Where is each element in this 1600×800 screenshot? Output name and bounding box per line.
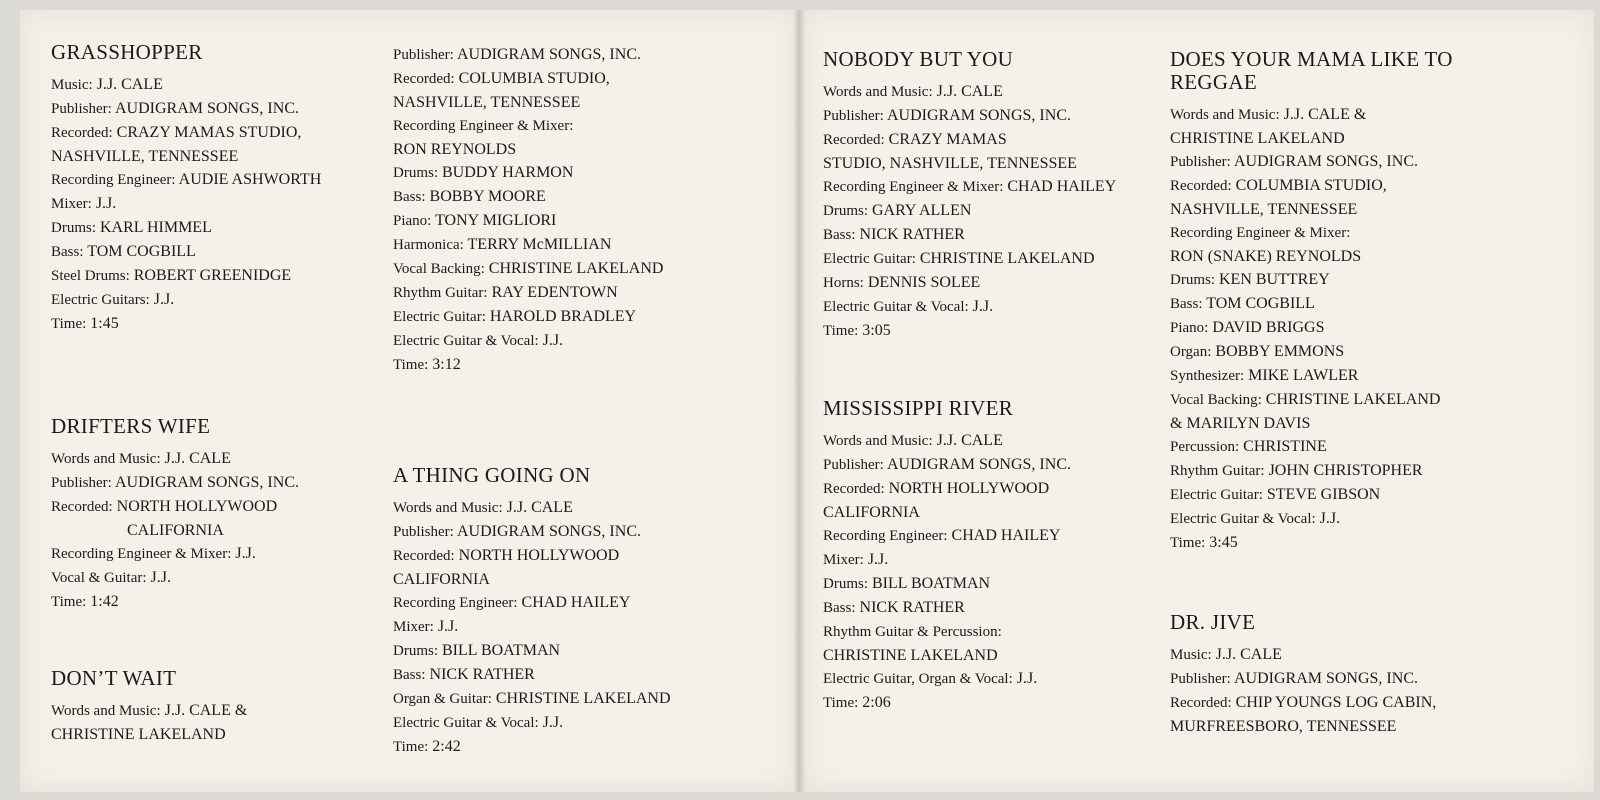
credit-line	[1170, 507, 1530, 531]
credit-line	[1170, 667, 1530, 691]
credit-label: Mixer:	[51, 196, 92, 212]
credit-line	[1170, 268, 1530, 292]
right-column-1	[823, 48, 1183, 788]
credit-line	[823, 223, 1183, 247]
track-grasshopper	[51, 41, 411, 336]
credit-value: BILL BOATMAN	[442, 642, 561, 659]
credit-label: Bass:	[823, 227, 856, 243]
credit-value: CHRISTINE	[1243, 438, 1327, 455]
credit-line	[1170, 412, 1530, 435]
credit-value: J.J.	[150, 569, 171, 586]
credit-label: Words and Music:	[1170, 107, 1280, 123]
credit-label: Recorded:	[393, 71, 455, 87]
credit-label: Synthesizer:	[1170, 368, 1245, 384]
credit-label: Piano:	[393, 213, 432, 229]
credit-label: Mixer:	[393, 619, 434, 635]
credit-line	[823, 247, 1183, 271]
credit-value: CALIFORNIA	[127, 522, 224, 539]
credit-value: CHAD HAILEY	[521, 594, 631, 611]
credit-label: Publisher:	[51, 475, 112, 491]
credit-label: Recorded:	[1170, 178, 1232, 194]
credit-value: J.J.	[542, 714, 564, 731]
track-title: A THING GOING ON	[393, 463, 591, 487]
credit-line	[393, 185, 753, 209]
credit-label: Vocal & Guitar:	[51, 570, 147, 586]
credit-label: Electric Guitar & Vocal:	[393, 333, 539, 349]
credit-label: Time:	[51, 316, 87, 332]
credit-value: 1:45	[90, 315, 119, 332]
credit-label: Recording Engineer & Mixer:	[823, 179, 1004, 195]
track-continued	[393, 43, 753, 377]
credit-value: CHRISTINE LAKELAND	[488, 260, 664, 277]
credit-value: BOBBY MOORE	[429, 188, 546, 205]
credit-value: AUDIGRAM SONGS, INC.	[1233, 670, 1418, 687]
credit-line	[51, 519, 411, 542]
track-title: GRASSHOPPER	[51, 40, 203, 64]
track-title: DON’T WAIT	[51, 666, 177, 690]
credit-label: Drums:	[51, 220, 96, 236]
credit-line	[393, 568, 753, 591]
credit-label: Electric Guitar & Vocal:	[1170, 511, 1316, 527]
credit-line	[1170, 691, 1530, 715]
credit-label: Publisher:	[393, 47, 454, 63]
credit-value: CHRISTINE LAKELAND	[1170, 130, 1345, 147]
credit-line	[1170, 340, 1530, 364]
credit-line	[1170, 715, 1530, 738]
credit-line	[51, 145, 411, 168]
credit-line	[823, 199, 1183, 223]
credit-label: Time:	[823, 695, 859, 711]
credit-value: AUDIGRAM SONGS, INC.	[114, 100, 299, 117]
credit-value: 2:06	[862, 694, 891, 711]
booklet-spine	[794, 10, 806, 792]
credit-line	[393, 353, 753, 377]
credit-label: Drums:	[393, 643, 438, 659]
credit-value: TONY MIGLIORI	[435, 212, 557, 229]
credit-value: CALIFORNIA	[823, 504, 920, 521]
credit-line	[823, 271, 1183, 295]
credit-value: KEN BUTTREY	[1219, 271, 1330, 288]
credit-value: CHRISTINE LAKELAND	[51, 726, 226, 743]
credit-line	[51, 216, 411, 240]
credit-line	[823, 319, 1183, 343]
credit-line	[823, 501, 1183, 524]
credit-value: BILL BOATMAN	[872, 575, 991, 592]
credit-line	[393, 281, 753, 305]
credit-value: NORTH HOLLYWOOD	[888, 480, 1050, 497]
credit-value: 3:45	[1209, 534, 1238, 551]
track-nobody-but-you	[823, 48, 1183, 343]
credit-line	[823, 548, 1183, 572]
track-dont-wait	[51, 667, 411, 746]
credit-label: Recording Engineer:	[823, 528, 948, 544]
credit-value: 3:12	[432, 356, 461, 373]
credit-label: Horns:	[823, 275, 864, 291]
credit-label: Recorded:	[823, 132, 885, 148]
credit-label: Electric Guitar:	[1170, 487, 1263, 503]
credit-line	[393, 496, 753, 520]
credit-value: AUDIGRAM SONGS, INC.	[114, 474, 299, 491]
credit-value: HAROLD BRADLEY	[489, 308, 637, 325]
track-title: NOBODY BUT YOU	[823, 47, 1014, 71]
credit-label: Vocal Backing:	[1170, 392, 1262, 408]
credit-line	[393, 114, 753, 138]
credit-label: Organ:	[1170, 344, 1212, 360]
credit-label: Recording Engineer & Mixer:	[393, 118, 574, 134]
credit-line	[393, 209, 753, 233]
track-title: DOES YOUR MAMA LIKE TO REGGAE	[1170, 47, 1453, 94]
credit-label: Electric Guitar & Vocal:	[823, 299, 969, 315]
credit-line	[51, 97, 411, 121]
credit-value: 1:42	[90, 593, 119, 610]
credit-line	[393, 663, 753, 687]
credit-value: STUDIO, NASHVILLE, TENNESSEE	[823, 155, 1077, 172]
credit-value: MIKE LAWLER	[1248, 367, 1359, 384]
credit-line	[51, 121, 411, 145]
credit-label: Time:	[393, 357, 429, 373]
credit-label: Electric Guitar:	[823, 251, 916, 267]
credit-label: Recorded:	[393, 548, 455, 564]
credit-value: CRAZY MAMAS	[888, 131, 1007, 148]
credit-line	[393, 329, 753, 353]
credit-line	[393, 520, 753, 544]
credit-label: Recorded:	[51, 125, 113, 141]
credit-value: DENNIS SOLEE	[867, 274, 981, 291]
credit-label: Bass:	[1170, 296, 1203, 312]
credit-value: AUDIGRAM SONGS, INC.	[886, 107, 1071, 124]
credit-line	[1170, 150, 1530, 174]
credit-line	[1170, 316, 1530, 340]
credit-line	[393, 233, 753, 257]
credit-label: Publisher:	[1170, 671, 1231, 687]
credit-label: Recorded:	[1170, 695, 1232, 711]
credit-value: AUDIE ASHWORTH	[178, 171, 322, 188]
credit-value: TOM COGBILL	[87, 243, 196, 260]
credit-value: J.J.	[972, 298, 994, 315]
credit-value: CALIFORNIA	[393, 571, 490, 588]
credit-line	[823, 644, 1183, 667]
credit-value: CHAD HAILEY	[1007, 178, 1117, 195]
credit-value: J.J.	[437, 618, 459, 635]
credit-label: Electric Guitar:	[393, 309, 486, 325]
credit-value: 2:42	[432, 738, 461, 755]
credit-label: Rhythm Guitar:	[393, 285, 488, 301]
credit-value: J.J.	[153, 291, 175, 308]
credit-label: Publisher:	[823, 457, 884, 473]
track-mississippi-river	[823, 397, 1183, 715]
credit-value: CHRISTINE LAKELAND	[823, 647, 998, 664]
credit-line	[393, 591, 753, 615]
credit-value: TOM COGBILL	[1206, 295, 1315, 312]
credit-value: STEVE GIBSON	[1266, 486, 1381, 503]
credit-value: RAY EDENTOWN	[491, 284, 618, 301]
left-column-1	[51, 41, 411, 781]
credit-label: Words and Music:	[51, 451, 161, 467]
credit-line	[823, 152, 1183, 175]
credit-line	[51, 312, 411, 336]
credit-value: AUDIGRAM SONGS, INC.	[456, 523, 641, 540]
credit-label: Words and Music:	[823, 84, 933, 100]
credit-value: J.J.	[95, 195, 117, 212]
credit-line	[1170, 388, 1530, 412]
credit-label: Piano:	[1170, 320, 1209, 336]
credit-value: AUDIGRAM SONGS, INC.	[886, 456, 1071, 473]
credit-label: Recorded:	[51, 499, 113, 515]
credit-line	[393, 138, 753, 161]
credit-line	[51, 168, 411, 192]
credit-line	[393, 735, 753, 759]
credit-value: CHRISTINE LAKELAND	[495, 690, 671, 707]
credit-value: GARY ALLEN	[872, 202, 972, 219]
credit-label: Drums:	[1170, 272, 1215, 288]
credit-label: Electric Guitars:	[51, 292, 150, 308]
credit-line	[393, 43, 753, 67]
credit-line	[1170, 483, 1530, 507]
credit-line	[823, 572, 1183, 596]
credit-value: J.J. CALE	[506, 499, 573, 516]
credit-line	[393, 305, 753, 329]
credit-value: CHRISTINE LAKELAND	[1265, 391, 1441, 408]
credit-value: RON (SNAKE) REYNOLDS	[1170, 248, 1362, 265]
credit-value: NASHVILLE, TENNESSEE	[393, 94, 581, 111]
credit-value: J.J. CALE	[1215, 646, 1282, 663]
credit-line	[393, 91, 753, 114]
credit-line	[823, 104, 1183, 128]
credit-label: Drums:	[823, 203, 868, 219]
credit-line	[823, 620, 1183, 644]
credit-label: Time:	[823, 323, 859, 339]
credit-value: NORTH HOLLYWOOD	[458, 547, 620, 564]
credit-value: J.J. CALE	[936, 432, 1003, 449]
credit-line	[823, 691, 1183, 715]
credit-line	[1170, 364, 1530, 388]
credit-line	[393, 615, 753, 639]
credit-label: Harmonica:	[393, 237, 464, 253]
credit-label: Publisher:	[393, 524, 454, 540]
track-drifters-wife	[51, 415, 411, 614]
credit-label: Mixer:	[823, 552, 864, 568]
credit-value: J.J. CALE	[96, 76, 163, 93]
track-title: DR. JIVE	[1170, 610, 1256, 634]
credit-line	[51, 542, 411, 566]
credit-value: 3:05	[862, 322, 891, 339]
credit-value: AUDIGRAM SONGS, INC.	[456, 46, 641, 63]
credit-line	[51, 723, 411, 746]
credit-line	[1170, 435, 1530, 459]
credit-label: Percussion:	[1170, 439, 1240, 455]
credit-value: CHIP YOUNGS LOG CABIN,	[1235, 694, 1437, 711]
credit-line	[823, 453, 1183, 477]
credit-label: Bass:	[823, 600, 856, 616]
credit-value: NORTH HOLLYWOOD	[116, 498, 278, 515]
credit-label: Drums:	[393, 165, 438, 181]
credit-label: Time:	[51, 594, 87, 610]
credit-label: Recorded:	[823, 481, 885, 497]
credit-line	[1170, 221, 1530, 245]
credit-line	[1170, 459, 1530, 483]
credit-value: KARL HIMMEL	[100, 219, 212, 236]
credit-value: BOBBY EMMONS	[1215, 343, 1345, 360]
right-column-2	[1170, 48, 1530, 788]
credit-line	[393, 544, 753, 568]
credit-label: Words and Music:	[393, 500, 503, 516]
credit-line	[393, 639, 753, 663]
credit-value: J.J. CALE	[164, 450, 231, 467]
credit-label: Music:	[51, 77, 93, 93]
track-title: MISSISSIPPI RIVER	[823, 396, 1014, 420]
credit-label: Recording Engineer & Mixer:	[1170, 225, 1351, 241]
credit-value: TERRY McMILLIAN	[467, 236, 612, 253]
credit-value: NICK RATHER	[429, 666, 535, 683]
credit-label: Bass:	[51, 244, 84, 260]
credit-line	[1170, 292, 1530, 316]
credit-label: Rhythm Guitar:	[1170, 463, 1265, 479]
credit-line	[51, 566, 411, 590]
credit-line	[51, 495, 411, 519]
credit-line	[51, 590, 411, 614]
credit-line	[823, 524, 1183, 548]
credit-value: CHAD HAILEY	[951, 527, 1061, 544]
credit-label: Time:	[1170, 535, 1206, 551]
credit-line	[1170, 198, 1530, 221]
credit-label: Publisher:	[51, 101, 112, 117]
credit-line	[1170, 103, 1530, 127]
credit-value: NASHVILLE, TENNESSEE	[1170, 201, 1358, 218]
credit-value: AUDIGRAM SONGS, INC.	[1233, 153, 1418, 170]
credit-line	[393, 67, 753, 91]
track-dr-jive	[1170, 611, 1530, 738]
credit-value: NICK RATHER	[859, 599, 965, 616]
track-title: DRIFTERS WIFE	[51, 414, 211, 438]
credit-value: JOHN CHRISTOPHER	[1268, 462, 1423, 479]
credit-line	[823, 175, 1183, 199]
credit-label: Bass:	[393, 667, 426, 683]
left-column-2	[393, 43, 753, 783]
credit-value: J.J.	[867, 551, 889, 568]
credit-line	[823, 80, 1183, 104]
credit-line	[51, 264, 411, 288]
credit-label: Words and Music:	[51, 703, 161, 719]
credit-line	[1170, 531, 1530, 555]
credit-line	[823, 667, 1183, 691]
credit-line	[51, 73, 411, 97]
credit-value: J.J.	[542, 332, 564, 349]
credit-line	[1170, 174, 1530, 198]
credit-value: J.J. CALE &	[1283, 106, 1367, 123]
credit-line	[1170, 643, 1530, 667]
credit-value: MURFREESBORO, TENNESSEE	[1170, 718, 1397, 735]
credit-value: NASHVILLE, TENNESSEE	[51, 148, 239, 165]
credit-label: Rhythm Guitar & Percussion:	[823, 624, 1002, 640]
credit-line	[393, 711, 753, 735]
credit-value: DAVID BRIGGS	[1212, 319, 1325, 336]
credit-label: Words and Music:	[823, 433, 933, 449]
credit-value: J.J. CALE	[936, 83, 1003, 100]
credit-label: Recording Engineer:	[51, 172, 176, 188]
credit-value: J.J.	[235, 545, 256, 562]
credit-line	[823, 128, 1183, 152]
credit-label: Drums:	[823, 576, 868, 592]
credit-value: RON REYNOLDS	[393, 141, 517, 158]
credit-line	[51, 240, 411, 264]
credit-value: COLUMBIA STUDIO,	[458, 70, 610, 87]
credit-value: J.J.	[1319, 510, 1341, 527]
credit-line	[393, 161, 753, 185]
credit-value: CRAZY MAMAS STUDIO,	[116, 124, 302, 141]
credit-line	[1170, 127, 1530, 150]
track-a-thing-going-on	[393, 464, 753, 759]
credit-line	[51, 192, 411, 216]
credit-value: J.J. CALE &	[164, 702, 248, 719]
credit-value: NICK RATHER	[859, 226, 965, 243]
credit-value: BUDDY HARMON	[442, 164, 574, 181]
credit-label: Bass:	[393, 189, 426, 205]
credit-line	[51, 699, 411, 723]
credit-label: Steel Drums:	[51, 268, 130, 284]
credit-value: ROBERT GREENIDGE	[133, 267, 292, 284]
credit-line	[51, 288, 411, 312]
track-does-your-mama-like-to-reggae	[1170, 48, 1530, 555]
credit-line	[393, 257, 753, 281]
credit-label: Electric Guitar, Organ & Vocal:	[823, 671, 1013, 687]
credit-line	[1170, 245, 1530, 268]
credit-label: Organ & Guitar:	[393, 691, 492, 707]
credit-label: Time:	[393, 739, 429, 755]
credit-label: Publisher:	[823, 108, 884, 124]
credit-value: COLUMBIA STUDIO,	[1235, 177, 1387, 194]
credit-line	[823, 477, 1183, 501]
credit-line	[393, 687, 753, 711]
credit-label: Recording Engineer & Mixer:	[51, 546, 232, 562]
credit-label: Music:	[1170, 647, 1212, 663]
credit-label: Recording Engineer:	[393, 595, 518, 611]
credit-label: Electric Guitar & Vocal:	[393, 715, 539, 731]
credit-line	[823, 429, 1183, 453]
credit-label: Vocal Backing:	[393, 261, 485, 277]
credit-line	[823, 596, 1183, 620]
credit-value: & MARILYN DAVIS	[1170, 415, 1311, 432]
credit-value: CHRISTINE LAKELAND	[919, 250, 1095, 267]
credit-line	[51, 447, 411, 471]
credit-line	[51, 471, 411, 495]
credit-line	[823, 295, 1183, 319]
credit-value: J.J.	[1016, 670, 1038, 687]
credit-label: Publisher:	[1170, 154, 1231, 170]
